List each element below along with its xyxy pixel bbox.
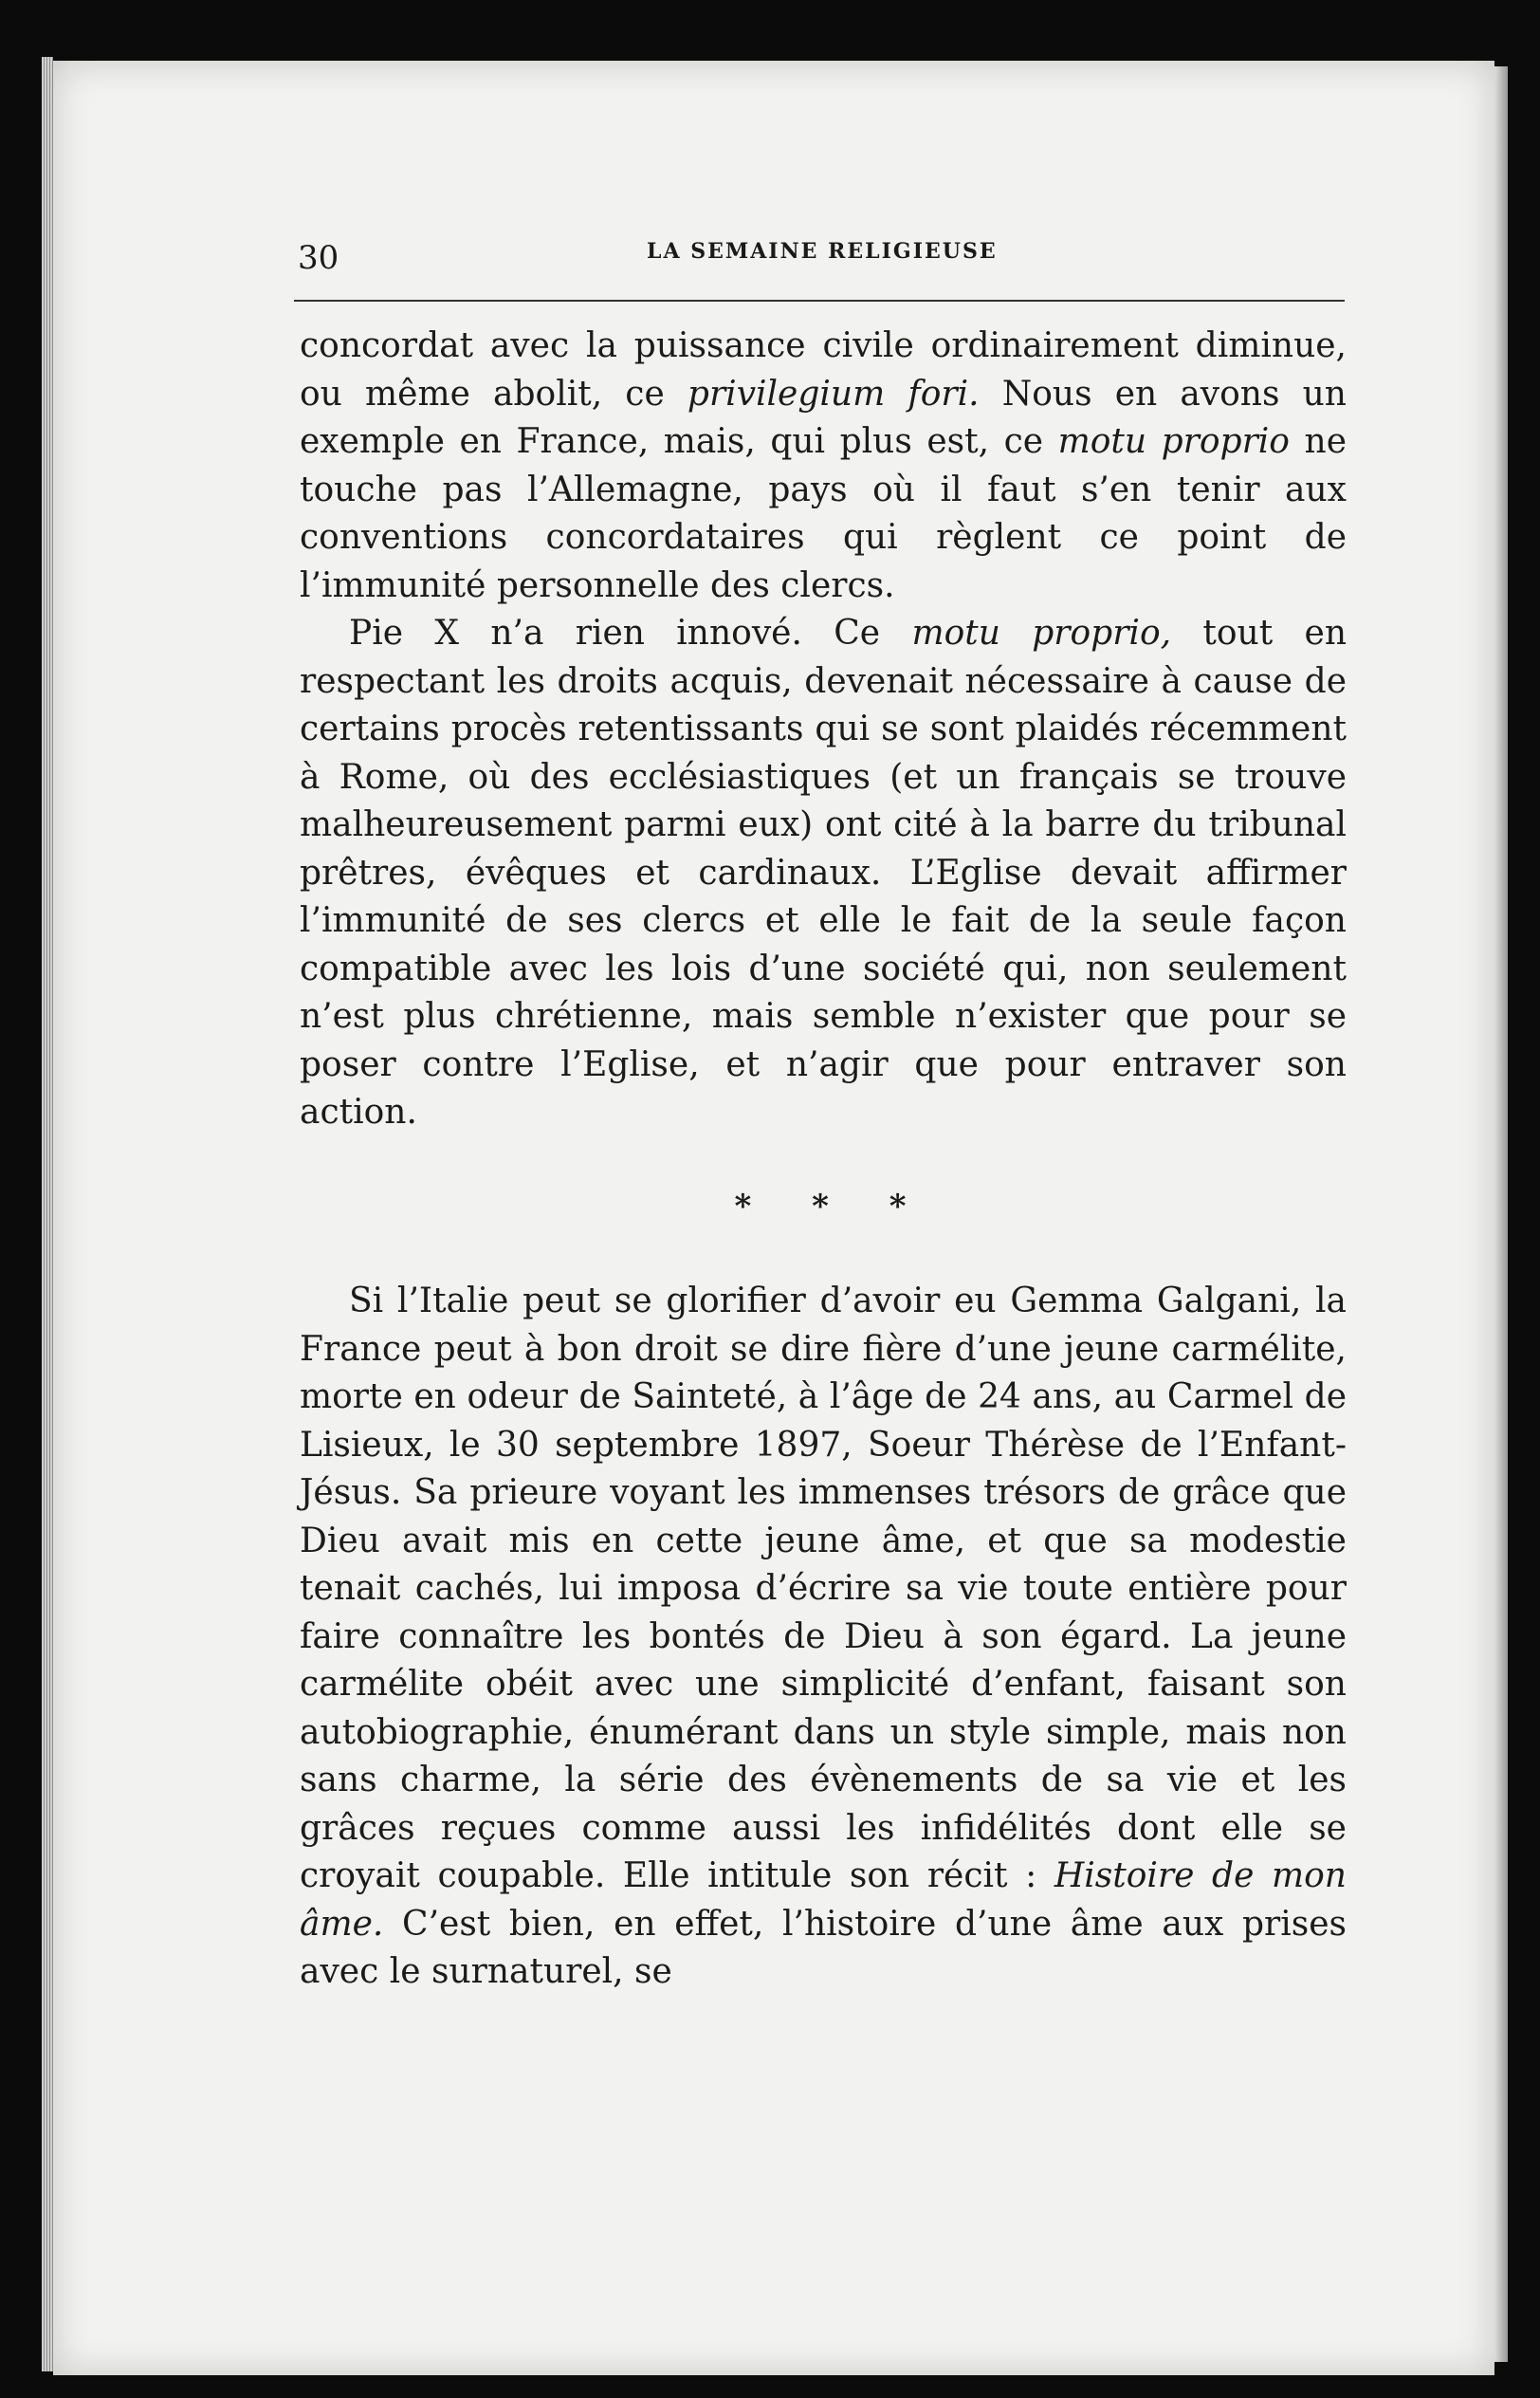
text-run: Pie X n’a rien innové. Ce [349,614,912,653]
paragraph [300,610,1347,1137]
section-separator: * * * [734,1187,931,1226]
text-run: concordat avec la puissance civile ordinairement diminue, ou même abolit, ce [300,326,1347,414]
body-text [300,323,1347,1997]
running-title: LA SEMAINE RELIGIEUSE [647,239,998,264]
facing-page-edge [1494,66,1508,2362]
text-run: Si l’Italie peut se glorifier d’avoir eu Gemma Galgani, la France peut à bon droit se dire fière d’une jeune carmélite, morte en odeur de Sainteté, à l’âge de 24 ans, au Carmel de Lisieux, le 30 septembre 1897, Soeur Thérèse de l’Enfant-Jésus. Sa prieure voyant les immenses trésors de grâce que Dieu avait mis en cette jeune âme, et que sa modestie tenait cachés, lui imposa d’écrire sa vie toute entière pour faire connaître les bontés de Dieu à son égard. La jeune carmélite obéit avec une simplicité d’enfant, faisant son autobiographie, énumérant dans un style simple, mais non sans charme, la série des évènements de sa vie et les grâces reçues comme aussi les infidélités dont elle se croyait coupable. Elle intitule son récit : [300,1282,1347,1895]
page-number: 30 [298,239,339,277]
page-edges [42,57,53,2371]
text-run: Nous en avons un exemple en France, mais, qui plus est, ce [300,374,1347,461]
page-header [248,228,1348,285]
text-run: ne touche pas l’Allemagne, pays où il faut s’en tenir aux conventions concordataires qui règlent ce point de l’immunité personnelle des clercs. [300,422,1347,605]
italic-text: privilegium fori. [687,374,980,414]
header-rule [294,300,1345,302]
italic-text: motu proprio [1057,422,1290,461]
text-run: C’est bien, en effet, l’histoire d’une âme aux prises avec le surnaturel, se [300,1904,1347,1991]
italic-text: Histoire de mon âme. [300,1856,1347,1944]
paragraph [300,323,1347,610]
paragraph [300,1278,1347,1997]
italic-text: motu proprio, [911,614,1172,653]
text-run: tout en respectant les droits acquis, devenait nécessaire à cause de certains procès retentissants qui se sont plaidés récemment à Rome, où des ecclésiastiques (et un français se trouve malheureusement parmi eux) ont cité à la barre du tribunal prêtres, évêques et cardinaux. L’Eglise devait affirmer l’immunité de ses clercs et elle le fait de la seule façon compatible avec les lois d’une société qui, non seulement n’est plus chrétienne, mais semble n’exister que pour se poser contre l’Eglise, et n’agir que pour entraver son action. [300,614,1348,1132]
